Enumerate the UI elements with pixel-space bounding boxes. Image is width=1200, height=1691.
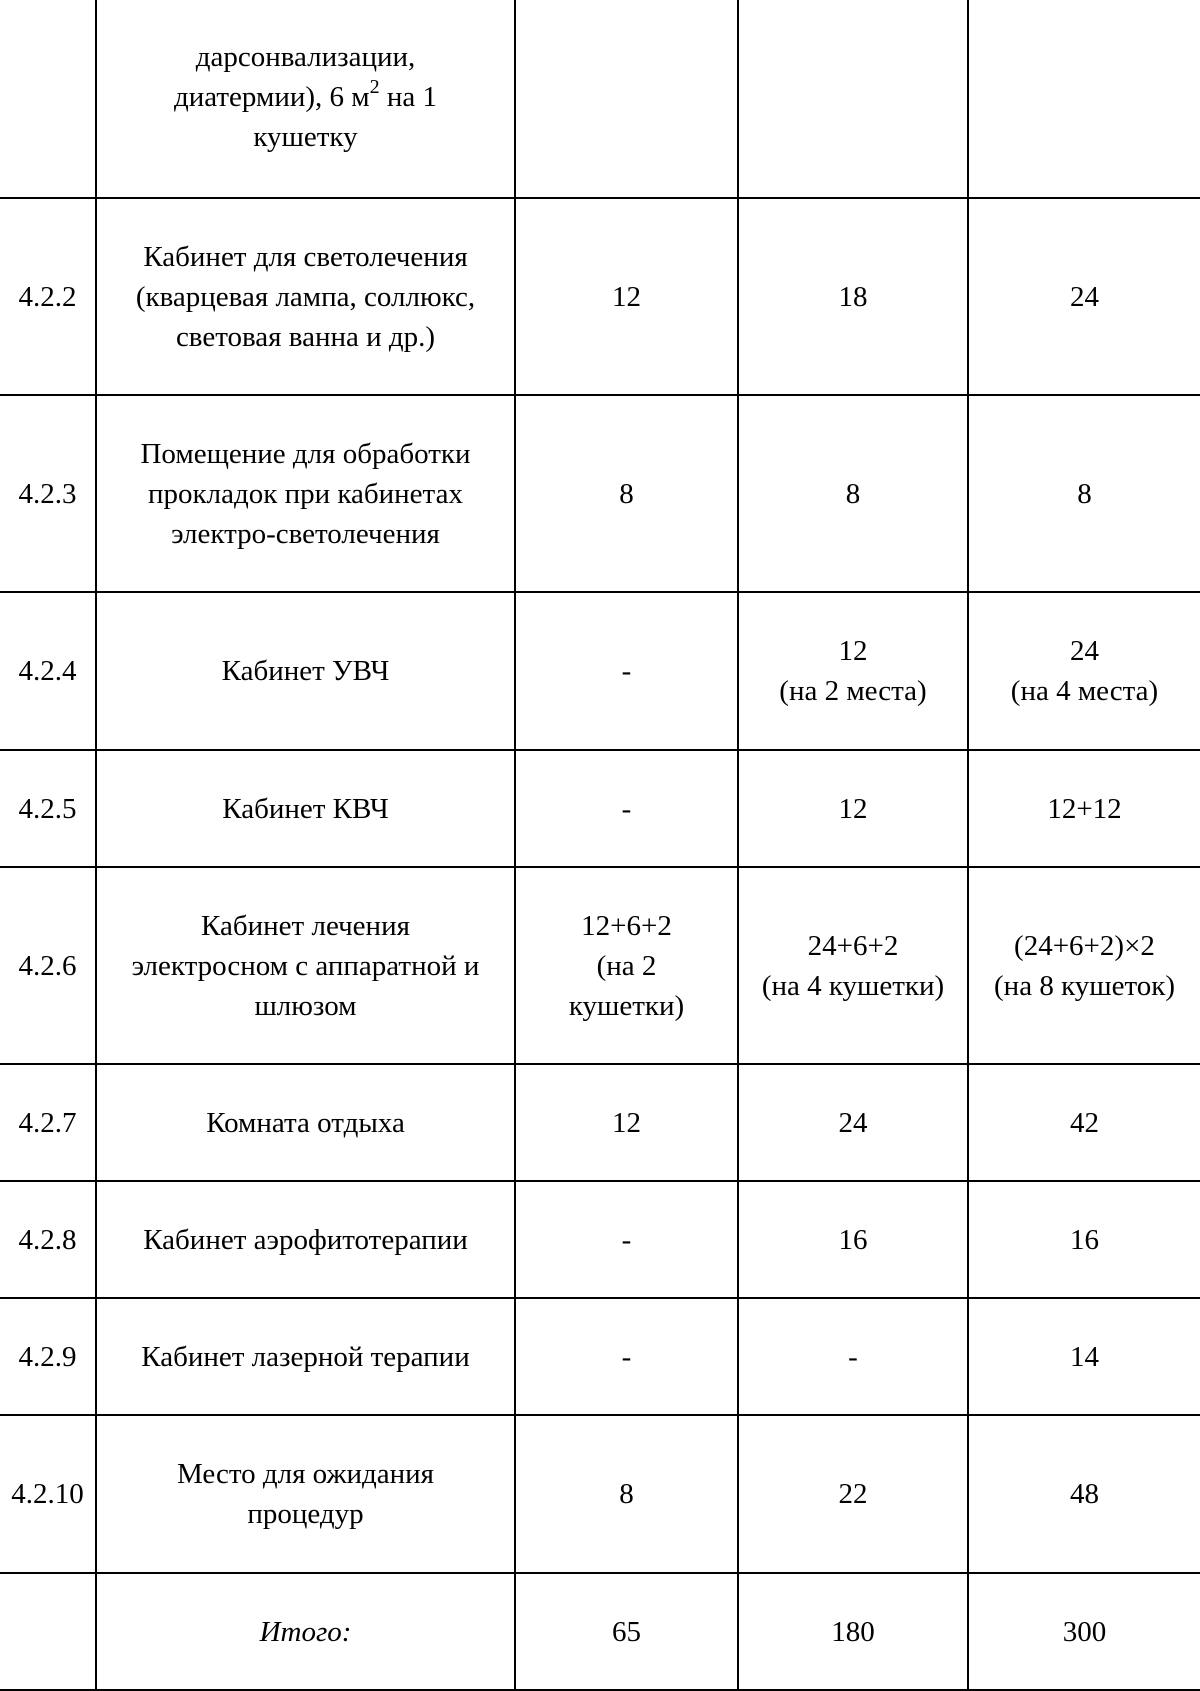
value-cell-a-line: кушетки)	[568, 989, 685, 1022]
value-cell-c	[968, 750, 1200, 867]
value-cell-b-line: 24	[838, 1106, 868, 1139]
value-cell-c	[968, 1298, 1200, 1415]
value-cell-c	[968, 592, 1200, 750]
value-cell-b	[738, 592, 968, 750]
room-name-cell	[96, 395, 515, 592]
room-name-cell	[96, 592, 515, 750]
table-row	[0, 592, 1200, 750]
value-cell-b	[738, 1064, 968, 1181]
value-cell-b-line: (на 2 места)	[779, 675, 927, 707]
room-name-cell	[96, 1181, 515, 1298]
room-name-cell	[96, 867, 515, 1064]
value-cell-a	[515, 867, 738, 1064]
value-cell-c	[968, 1064, 1200, 1181]
row-number-cell: 4.2.9	[0, 1298, 96, 1415]
room-name-cell-line: шлюзом	[254, 989, 357, 1022]
total-value-b: 180	[738, 1573, 968, 1690]
name-line-text: диатермии), 6 м	[173, 80, 370, 113]
table-row	[0, 750, 1200, 867]
total-label-cell: Итого:	[96, 1573, 515, 1690]
total-row	[0, 1573, 1200, 1690]
table-row	[0, 198, 1200, 395]
row-number-cell: 4.2.5	[0, 750, 96, 867]
room-name-cell	[96, 1064, 515, 1181]
room-name-cell-line: Помещение для обработки	[140, 437, 471, 470]
value-cell-a	[515, 1064, 738, 1181]
value-cell-b-line: 24+6+2	[807, 929, 899, 962]
value-cell-c-line: 48	[1070, 1478, 1099, 1510]
row-number-cell: 4.2.8	[0, 1181, 96, 1298]
total-number-cell	[0, 1573, 96, 1690]
room-name-cell-line: процедур	[247, 1498, 364, 1530]
value-cell-a-line: 12+6+2	[581, 909, 672, 942]
total-value-c: 300	[968, 1573, 1200, 1690]
value-cell-a	[515, 1298, 738, 1415]
value-cell-b-line: -	[848, 1340, 858, 1373]
value-cell-b-line: (на 4 кушетки)	[761, 969, 945, 1002]
value-cell-c-line: 12+12	[1047, 792, 1122, 825]
value-cell-c	[968, 1415, 1200, 1573]
table-row	[0, 395, 1200, 592]
value-cell-b	[738, 198, 968, 395]
value-cell-a-line: -	[621, 792, 632, 825]
room-name-cell-line: электро-светолечения	[171, 517, 440, 550]
value-cell-c-line: (на 4 места)	[1010, 675, 1159, 707]
value-cell-b-line: 22	[838, 1478, 868, 1510]
room-name-cell-line: Кабинет лазерной терапии	[141, 1340, 470, 1373]
table-row	[0, 0, 1200, 198]
room-name-cell-line: (кварцевая лампа, соллюкс,	[135, 280, 476, 313]
value-cell-c-line: 14	[1070, 1340, 1099, 1373]
name-line	[101, 77, 510, 117]
value-cell-b-line: 18	[838, 280, 868, 313]
value-cell-c	[968, 1181, 1200, 1298]
value-cell-c-line: 24	[1070, 280, 1099, 313]
value-cell-a-line: -	[621, 655, 632, 687]
room-name-cell-line: Кабинет аэрофитотерапии	[143, 1223, 468, 1256]
room-name-cell	[96, 198, 515, 395]
row-number-cell	[0, 0, 96, 198]
value-cell-b	[738, 1298, 968, 1415]
value-cell-b-line: 12	[838, 635, 868, 667]
room-name-cell-line: Кабинет КВЧ	[222, 792, 389, 825]
value-cell-a	[515, 592, 738, 750]
room-name-cell	[96, 0, 515, 198]
room-name-cell-line: Кабинет УВЧ	[221, 655, 390, 687]
room-name-cell-line: световая ванна и др.)	[175, 320, 436, 353]
row-number-cell: 4.2.10	[0, 1415, 96, 1573]
name-line: дарсонвализации,	[195, 40, 416, 73]
value-cell-a	[515, 395, 738, 592]
value-cell-c	[968, 0, 1200, 198]
value-cell-b	[738, 0, 968, 198]
row-number-cell: 4.2.3	[0, 395, 96, 592]
value-cell-a-line: 12	[612, 1106, 641, 1139]
room-name-cell-line: Комната отдыха	[206, 1106, 405, 1139]
room-name-cell	[96, 750, 515, 867]
value-cell-c	[968, 867, 1200, 1064]
value-cell-c	[968, 198, 1200, 395]
value-cell-a	[515, 1415, 738, 1573]
value-cell-c-line: (на 8 кушеток)	[994, 969, 1175, 1002]
name-line-tail: на 1	[379, 80, 438, 113]
value-cell-a	[515, 198, 738, 395]
value-cell-a	[515, 1181, 738, 1298]
room-name-cell	[96, 1298, 515, 1415]
value-cell-c	[968, 395, 1200, 592]
superscript: 2	[369, 75, 380, 98]
value-cell-a-line: -	[621, 1223, 632, 1256]
table-row	[0, 1064, 1200, 1181]
room-name-cell-line: электросном с аппаратной и	[131, 949, 480, 982]
row-number-cell: 4.2.2	[0, 198, 96, 395]
value-cell-b-line: 12	[838, 792, 868, 825]
value-cell-b	[738, 395, 968, 592]
value-cell-b	[738, 750, 968, 867]
row-number-cell: 4.2.6	[0, 867, 96, 1064]
table-row	[0, 1298, 1200, 1415]
row-number-cell: 4.2.7	[0, 1064, 96, 1181]
value-cell-a	[515, 0, 738, 198]
value-cell-b	[738, 867, 968, 1064]
value-cell-a-line: -	[621, 1340, 632, 1373]
value-cell-b	[738, 1181, 968, 1298]
value-cell-c-line: 8	[1077, 477, 1092, 510]
value-cell-a-line: (на 2	[596, 949, 657, 982]
room-name-cell	[96, 1415, 515, 1573]
value-cell-c-line: 16	[1070, 1223, 1099, 1256]
value-cell-a-line: 12	[612, 280, 641, 313]
room-name-cell-line: прокладок при кабинетах	[148, 477, 463, 510]
value-cell-c-line: 42	[1070, 1106, 1099, 1139]
value-cell-a	[515, 750, 738, 867]
table-row	[0, 1181, 1200, 1298]
room-name-cell-line: Кабинет для светолечения	[143, 240, 468, 273]
total-value-a: 65	[515, 1573, 738, 1690]
value-cell-a-line: 8	[619, 477, 634, 510]
value-cell-a-line: 8	[619, 1478, 634, 1510]
value-cell-c-line: (24+6+2)×2	[1014, 929, 1155, 962]
row-number-cell: 4.2.4	[0, 592, 96, 750]
value-cell-b	[738, 1415, 968, 1573]
value-cell-b-line: 16	[838, 1223, 868, 1256]
value-cell-b-line: 8	[845, 477, 861, 510]
table-row	[0, 867, 1200, 1064]
room-name-cell-line: Место для ожидания	[176, 1458, 435, 1490]
room-name-cell-line: Кабинет лечения	[201, 909, 410, 942]
value-cell-c-line: 24	[1070, 635, 1099, 667]
name-line: кушетку	[253, 120, 358, 153]
table-row	[0, 1415, 1200, 1573]
